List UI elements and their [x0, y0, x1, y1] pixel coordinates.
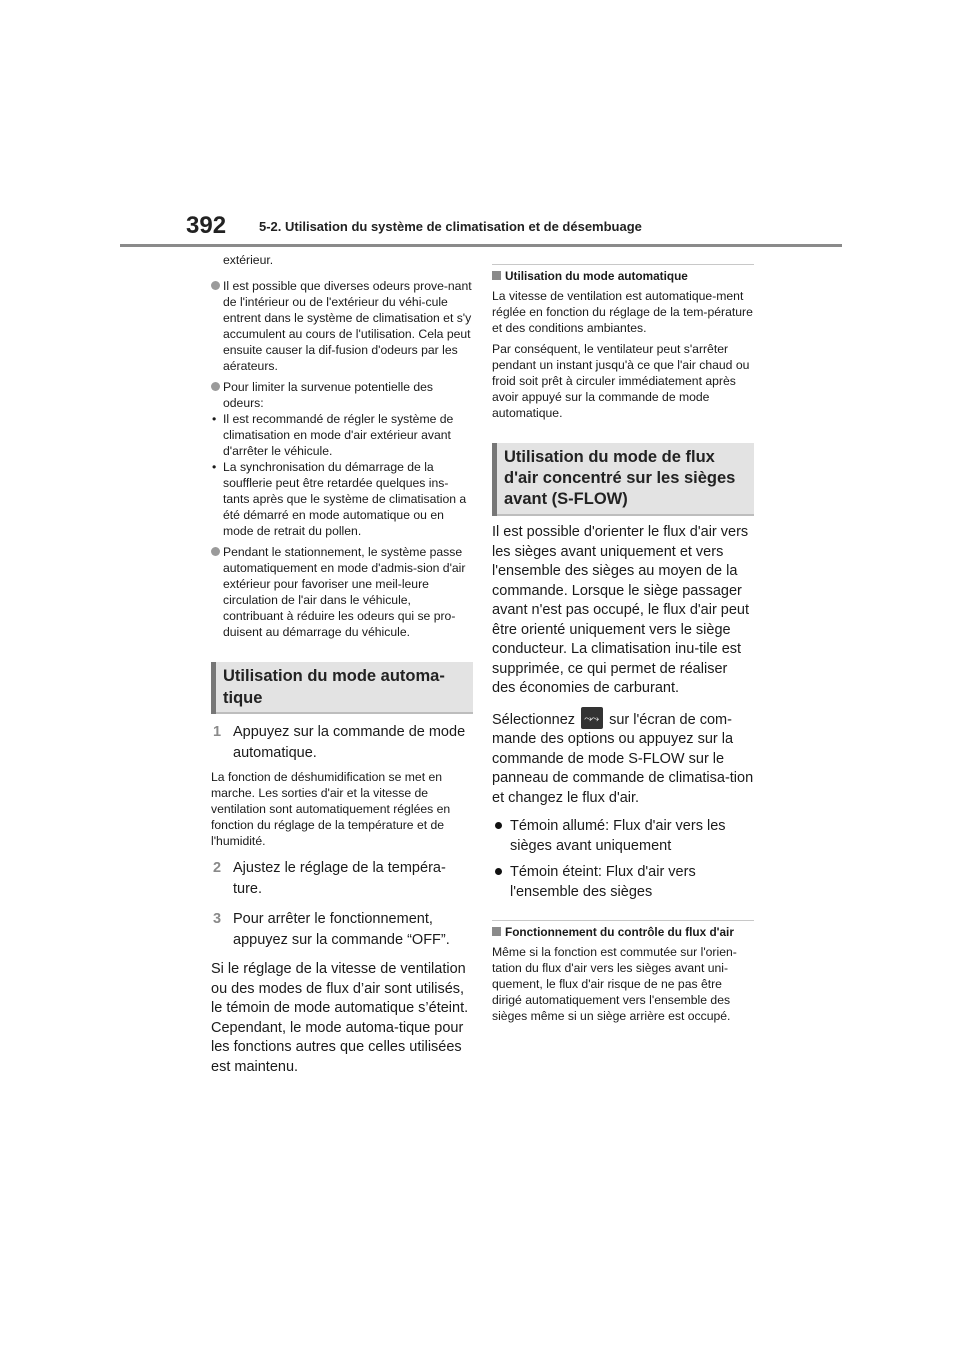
- right-column: [492, 252, 754, 1024]
- bullet-dot-icon: [495, 868, 502, 875]
- header-divider: [120, 244, 842, 247]
- bullet-indicator-off: Témoin éteint: Flux d'air vers l'ensemble des sièges: [492, 862, 754, 902]
- square-bullet-icon: [492, 271, 501, 280]
- auto-mode-detail-2: Par conséquent, le ventilateur peut s'arrêter pendant un instant jusqu'à ce que l'air chaud ou froid soit prêt à circuler immédiatement après avoir appuyé sur la commande de mode automatique.: [492, 342, 750, 420]
- sub-item-blower-delay: • La synchronisation du démarrage de la soufflerie peut être retardée quelques ins-tants après que le système de climatisation a été démarré en mode automatique ou en mode de retrait du pollen.: [212, 460, 467, 538]
- bullet-parking-intake: Pendant le stationnement, le système passe automatiquement en mode d'admis-sion d'air extérieur pour favoriser une meil-leure circulation de l'air dans le véhicule, contribuant à réduire les odeurs qui se pro-duisent au démarrage du véhicule.: [211, 544, 473, 640]
- continuation-text: extérieur.: [223, 253, 274, 267]
- section-heading-auto-mode: Utilisation du mode automa-tique: [211, 662, 473, 714]
- page-number: 392: [186, 212, 227, 239]
- square-bullet-icon: [492, 927, 501, 936]
- circle-bullet-icon: [211, 281, 220, 290]
- sub-item-outside-air: • Il est recommandé de régler le système de climatisation en mode d'air extérieur avant d'arrêter le véhicule.: [212, 412, 454, 458]
- circle-bullet-icon: [211, 547, 220, 556]
- bullet-odours-intro: Il est possible que diverses odeurs prove-nant de l'intérieur ou de l'extérieur du véhi-cule entrent dans le système de climatisation et s'y accumulent au cours de l'utilisation. Cela peut ensuite causer la dif-fusion d'odeurs par les aérateurs.: [211, 278, 473, 374]
- bullet-indicator-on: Témoin allumé: Flux d'air vers les sièges avant uniquement: [492, 816, 754, 856]
- airflow-control-detail: Même si la fonction est commutée sur l'orien-tation du flux d'air vers les sièges avant uni-quement, le flux d'air risque de ne pas être dirigé automatiquement vers l'ensemble des sièges même si un siège arrière est occupé.: [492, 945, 737, 1023]
- s-flow-intro: Il est possible d'orienter le flux d'air vers les sièges avant uniquement et vers l'ensemble des sièges au moyen de la commande. Lorsque le siège passager avant n'est pas occupé, le flux d'air peut être orienté uniquement vers le siège conducteur. La climatisation inu-tile est supprimée, ce qui permet de réaliser des économies de carburant.: [492, 524, 750, 696]
- step-2: 2 Ajustez le réglage de la tempéra-ture.: [213, 860, 446, 897]
- s-flow-icon: ⤳⤳: [581, 707, 603, 729]
- auto-mode-paragraph: Si le réglage de la vitesse de ventilation ou des modes de flux d’air sont utilisés, le témoin de mode automatique s’éteint. Cependant, le mode automa-tique pour les fonctions autres que celles utilisées est maintenu.: [211, 961, 469, 1075]
- sub-heading-auto-mode: Utilisation du mode automatique: [492, 264, 754, 283]
- left-column: [211, 252, 473, 1077]
- step-3: 3 Pour arrêter le fonctionnement, appuyez sur la commande “OFF”.: [213, 911, 450, 948]
- bullet-dot-icon: [495, 822, 502, 829]
- auto-mode-detail-1: La vitesse de ventilation est automatique-ment réglée en fonction du réglage de la tem-pérature et des conditions ambiantes.: [492, 289, 753, 335]
- sub-heading-airflow-control: Fonctionnement du contrôle du flux d'air: [492, 920, 754, 939]
- step-1: 1 Appuyez sur la commande de mode automatique.: [213, 724, 466, 761]
- chapter-title: 5-2. Utilisation du système de climatisation et de désembuage: [259, 219, 642, 234]
- step-1-note: La fonction de déshumidification se met en marche. Les sorties d'air et la vitesse de ventilation sont automatiquement réglées en fonction du réglage de la température et de l'humidité.: [211, 770, 451, 848]
- bullet-limit-odours: Pour limiter la survenue potentielle des odeurs:: [211, 379, 473, 411]
- circle-bullet-icon: [211, 382, 220, 391]
- section-heading-s-flow: Utilisation du mode de flux d'air concentré sur les sièges avant (S-FLOW): [492, 443, 754, 516]
- s-flow-instructions: Sélectionnez ⤳⤳ sur l'écran de com-mande des options ou appuyez sur la commande de mode S-FLOW sur le panneau de commande de climatisa-tion et changez le flux d'air.: [492, 707, 754, 809]
